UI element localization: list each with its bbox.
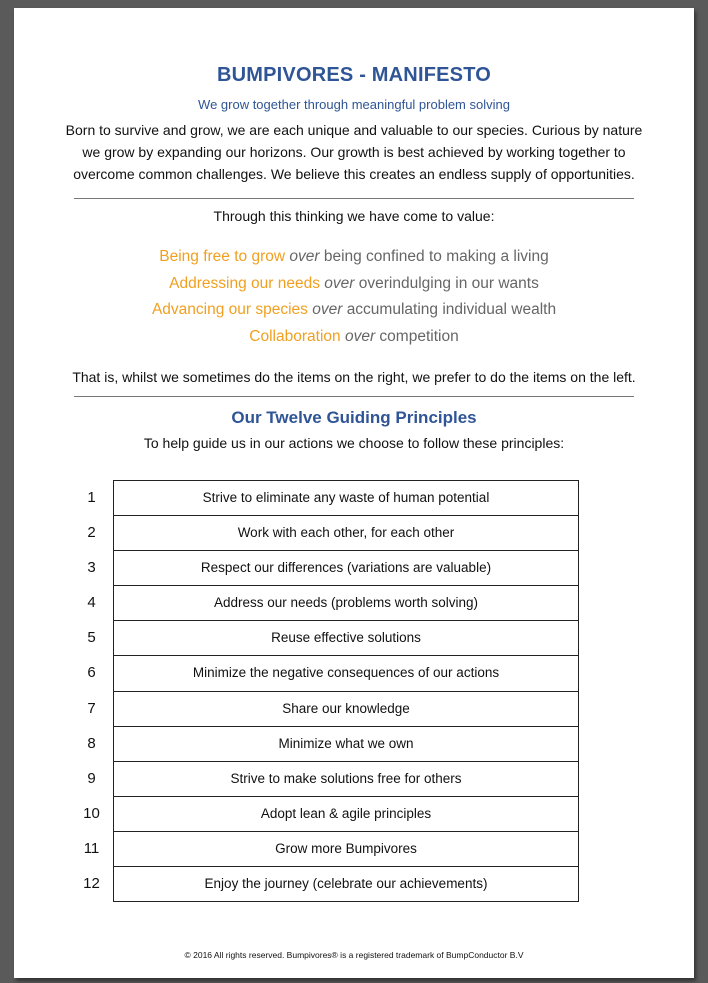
table-row bbox=[64, 655, 584, 690]
value-left: Advancing our species bbox=[151, 301, 308, 318]
table-row bbox=[64, 831, 584, 866]
table-row bbox=[64, 620, 584, 655]
value-row bbox=[14, 244, 694, 271]
principle-text: Share our knowledge bbox=[113, 691, 579, 727]
principle-text: Strive to make solutions free for others bbox=[113, 761, 579, 797]
principles-lead: To help guide us in our actions we choose to follow these principles: bbox=[143, 435, 565, 451]
value-right: competition bbox=[379, 327, 459, 345]
principle-number: 8 bbox=[87, 734, 96, 752]
principle-text: Respect our differences (variations are valuable) bbox=[113, 550, 579, 586]
principle-text: Minimize the negative consequences of our actions bbox=[113, 655, 579, 691]
page-subtitle: We grow together through meaningful problem solving bbox=[198, 97, 510, 112]
value-left: Collaboration bbox=[249, 327, 341, 345]
table-row bbox=[64, 866, 584, 901]
value-right: accumulating individual wealth bbox=[346, 301, 557, 318]
principle-text: Address our needs (problems worth solving) bbox=[113, 585, 579, 621]
principle-number: 1 bbox=[87, 489, 96, 506]
page-title: BUMPIVORES - MANIFESTO bbox=[216, 64, 492, 86]
principle-number: 9 bbox=[87, 769, 96, 787]
principle-text: Grow more Bumpivores bbox=[113, 831, 579, 867]
principle-text: Minimize what we own bbox=[113, 726, 579, 762]
value-row bbox=[14, 324, 694, 351]
value-over: over bbox=[324, 274, 355, 292]
values-tail: That is, whilst we sometimes do the items on the right, we prefer to do the items on the left. bbox=[72, 369, 636, 385]
table-row bbox=[64, 796, 584, 831]
values-list bbox=[14, 244, 694, 350]
document-page bbox=[14, 8, 694, 978]
divider-middle bbox=[74, 396, 634, 397]
principle-number: 6 bbox=[87, 664, 96, 682]
table-row bbox=[64, 480, 584, 515]
value-over: over bbox=[289, 248, 320, 265]
principle-number: 4 bbox=[87, 594, 96, 612]
table-row bbox=[64, 726, 584, 761]
value-row bbox=[14, 271, 694, 298]
divider-top bbox=[74, 198, 634, 199]
principle-text: Adopt lean & agile principles bbox=[113, 796, 579, 832]
principle-text: Reuse effective solutions bbox=[113, 620, 579, 656]
table-row bbox=[64, 550, 584, 585]
copyright-footer: © 2016 All rights reserved. Bumpivores® is a registered trademark of BumpConductor B.V bbox=[184, 950, 524, 960]
principle-number: 12 bbox=[83, 875, 100, 893]
principle-number: 11 bbox=[83, 839, 100, 857]
value-row bbox=[14, 297, 694, 324]
intro-paragraph: Born to survive and grow, we are each unique and valuable to our species. Curious by nature we grow by expanding our horizons. Our growth is best achieved by working together to overcome common challenges. We believe this creates an endless supply of opportunities. bbox=[65, 122, 643, 182]
value-over: over bbox=[344, 327, 376, 345]
principle-number: 3 bbox=[87, 559, 96, 577]
value-left: Being free to grow bbox=[159, 248, 286, 265]
principle-number: 7 bbox=[87, 699, 96, 717]
table-row bbox=[64, 515, 584, 550]
principles-table bbox=[64, 480, 584, 901]
principles-heading: Our Twelve Guiding Principles bbox=[231, 408, 477, 427]
principle-text: Strive to eliminate any waste of human potential bbox=[113, 480, 579, 516]
value-left: Addressing our needs bbox=[169, 274, 320, 292]
table-row bbox=[64, 585, 584, 620]
value-over: over bbox=[312, 301, 343, 318]
principle-text: Work with each other, for each other bbox=[113, 515, 579, 551]
table-row bbox=[64, 691, 584, 726]
principle-number: 5 bbox=[87, 629, 96, 647]
value-right: being confined to making a living bbox=[323, 248, 549, 265]
value-right: overindulging in our wants bbox=[358, 274, 539, 292]
values-lead: Through this thinking we have come to value: bbox=[213, 208, 495, 224]
table-row bbox=[64, 761, 584, 796]
principle-number: 10 bbox=[83, 804, 100, 822]
principle-number: 2 bbox=[87, 524, 96, 542]
principle-text: Enjoy the journey (celebrate our achievements) bbox=[113, 866, 579, 902]
